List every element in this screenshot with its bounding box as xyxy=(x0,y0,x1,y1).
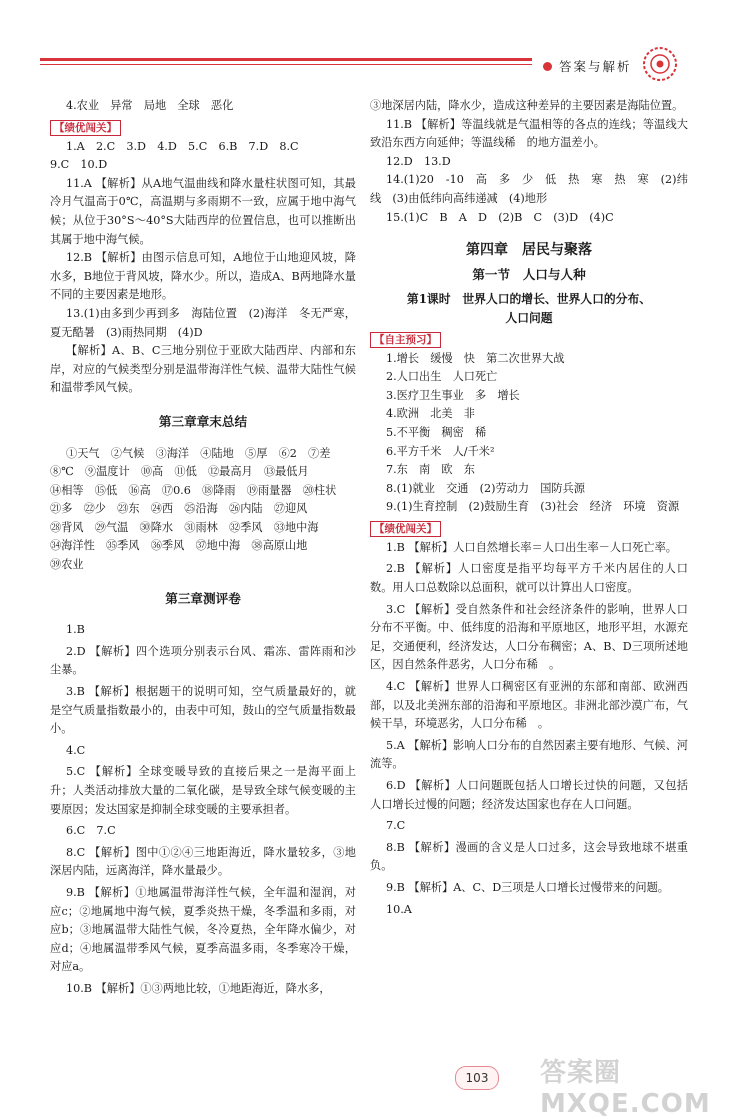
answer-line: 3.C 【解析】受自然条件和社会经济条件的影响，世界人口分布不平衡。中、低纬度的沿海和平原地区，地形平坦，水源充足，交通便利，经济发达，人口分布稠密；A、B、D三项所述地区，因自然条件恶劣，人口分布稀 。 xyxy=(370,602,688,672)
answer-line: 1.B xyxy=(66,623,85,637)
lesson-heading: 人口问题 xyxy=(505,310,553,325)
answer-line: 3.B 【解析】根据题干的说明可知，空气质量最好的，就是空气质量指数最小的，由表中可知，鼓山的空气质量指数最小。 xyxy=(50,685,356,736)
summary-line: ㉘背风 ㉙气温 ㉚降水 ㉛雨林 ㉜季风 ㉝地中海 xyxy=(50,520,319,534)
preview-line: 1.增长 缓慢 快 第二次世界大战 xyxy=(386,351,565,365)
answer-line: 15.(1)C B A D (2)B C (3)D (4)C xyxy=(386,210,614,224)
answer-line: 4.农业 异常 局地 全球 恶化 xyxy=(66,99,234,112)
answer-line: 10.B 【解析】①③两地比较，①地距海近，降水多， xyxy=(66,981,331,995)
answer-line: 9.B 【解析】A、C、D三项是人口增长过慢带来的问题。 xyxy=(386,880,669,894)
answer-line: 8.C 【解析】图中①②④三地距海近，降水量较多，③地深居内陆，远离海洋，降水量最少。 xyxy=(50,845,356,878)
answer-line: 6.D 【解析】人口问题既包括人口增长过快的问题，又包括人口增长过慢的问题；经济发达国家也存在人口问题。 xyxy=(370,779,688,811)
answer-line: 12.B 【解析】由图示信息可知，A地位于山地迎风坡，降水多，B地位于背风坡，降水少。所以，造成A、B两地降水量不同的主要因素是地形。 xyxy=(50,251,356,302)
header-rule-thick xyxy=(40,58,532,61)
summary-line: ㉞海洋性 ㉟季风 ㊱季风 ㊲地中海 ㊳高原山地 xyxy=(50,539,308,553)
section-heading: 第三章测评卷 xyxy=(165,590,241,606)
answer-line: 4.C 【解析】世界人口稠密区有亚洲的东部和南部、欧洲西部，以及北美洲东部的沿海和平原地区。非洲北部沙漠广布，气候干旱，环境恶劣，人口分布稀 。 xyxy=(370,680,688,731)
answer-line: 2.D 【解析】四个选项分别表示台风、霜冻、雷阵雨和沙尘暴。 xyxy=(50,644,356,677)
section-heading: 第一节 人口与人种 xyxy=(472,266,586,282)
summary-line: ①天气 ②气候 ③海洋 ④陆地 ⑤厚 ⑥2 ⑦差 xyxy=(66,446,331,460)
preview-line: 5.不平衡 稠密 稀 xyxy=(386,425,487,439)
answer-line: 5.C 【解析】全球变暖导致的直接后果之一是海平面上升；人类活动排放大量的二氧化碳，是导致全球气候变暖的主要原因；发达国家是抑制全球变暖的主要承担者。 xyxy=(50,765,356,816)
preview-line: 4.欧洲 北美 非 xyxy=(386,407,475,421)
answer-line: 14.(1)20 -10 高 多 少 低 热 寒 热 寒 (2)纬线 (3)由低纬向高纬递减 (4)地形 xyxy=(370,173,688,205)
answer-line: 5.A 【解析】影响人口分布的自然因素主要有地形、气候、河流等。 xyxy=(370,738,688,771)
header-logo-icon xyxy=(640,44,680,84)
header-dot xyxy=(543,62,552,71)
summary-line: ㉑多 ㉒少 ㉓东 ㉔西 ㉕沿海 ㉖内陆 ㉗迎风 xyxy=(50,502,308,516)
answer-line: 7.C xyxy=(386,819,406,833)
section-tag: 【绩优闯关】 xyxy=(50,120,121,136)
preview-line: 2.人口出生 人口死亡 xyxy=(386,370,498,384)
left-column xyxy=(50,97,356,999)
answer-line: 2.B 【解析】人口密度是指平均每平方千米内居住的人口数。用人口总数除以总面积，就可以计算出人口密度。 xyxy=(370,562,688,595)
answer-line: 4.C xyxy=(66,743,86,757)
answer-line: 1.B 【解析】人口自然增长率＝人口出生率－人口死亡率。 xyxy=(386,540,677,554)
header-title: 答案与解析 xyxy=(559,59,632,74)
answer-line: 9.B 【解析】①地属温带海洋性气候，全年温和湿润，对应c；②地属地中海气候，夏季炎热干燥，冬季温和多雨，对应b；③地属温带大陆性气候，冬冷夏热，全年降水偏少，对应d；④地属温带季风气候，夏季高温多雨，冬季寒冷干燥，对应a。 xyxy=(50,885,356,974)
answer-line: 12.D 13.D xyxy=(386,154,451,168)
preview-line: 3.医疗卫生事业 多 增长 xyxy=(386,388,520,402)
chapter-heading: 第四章 居民与聚落 xyxy=(466,242,592,259)
summary-line: ⑧℃ ⑨温度计 ⑩高 ⑪低 ⑫最高月 ⑬最低月 xyxy=(50,465,309,479)
answer-line: 8.B 【解析】漫画的含义是人口过多，这会导致地球不堪重负。 xyxy=(370,840,688,873)
answer-line: 10.A xyxy=(386,902,412,916)
preview-line: 7.东 南 欧 东 xyxy=(386,463,475,477)
section-tag: 【绩优闯关】 xyxy=(370,521,441,537)
section-tag: 【自主预习】 xyxy=(370,332,441,348)
page-number: 103 xyxy=(455,1066,499,1090)
answer-line: 11.B 【解析】等温线就是气温相等的各点的连线；等温线大致沿东西方向延伸；等温线稀 的地方温差小。 xyxy=(370,117,688,150)
answer-line: 【解析】A、B、C三地分别位于亚欧大陆西岸、内部和东岸，对应的气候类型分别是温带海洋性气候、温带大陆性气候和温带季风气候。 xyxy=(50,344,356,395)
watermark: 答案圈 MXQE.COM xyxy=(540,1058,711,1119)
answer-line: 11.A 【解析】从A地气温曲线和降水量柱状图可知，其最冷月气温高于0℃，高温期与多雨期不一致，应属于地中海气候；从位于30°S～40°S大陆西岸的位置信息，也可以推断出其属于地中海气候。 xyxy=(50,176,356,246)
section-heading: 第三章章末总结 xyxy=(158,413,248,429)
preview-line: 9.(1)生育控制 (2)鼓励生育 (3)社会 经济 环境 资源 xyxy=(386,500,680,514)
summary-line: ⑭相等 ⑮低 ⑯高 ⑰0.6 ⑱降雨 ⑲雨量器 ⑳柱状 xyxy=(50,483,337,497)
preview-line: 8.(1)就业 交通 (2)劳动力 国防兵源 xyxy=(386,481,585,495)
right-column xyxy=(370,97,688,919)
answer-line: 1.A 2.C 3.D 4.D 5.C 6.B 7.D 8.C xyxy=(66,139,299,153)
answer-line: 9.C 10.D xyxy=(50,158,108,172)
lesson-heading: 第1课时 世界人口的增长、世界人口的分布、 xyxy=(406,292,652,307)
answer-line: ③地深居内陆，降水少，造成这种差异的主要因素是海陆位置。 xyxy=(370,99,684,112)
preview-line: 6.平方千米 人/千米² xyxy=(386,444,495,458)
header-rule-thin xyxy=(40,64,532,65)
answer-line: 6.C 7.C xyxy=(66,824,116,838)
answer-line: 13.(1)由多到少再到多 海陆位置 (2)海洋 冬无严寒，夏无酷暑 (3)雨热同期 (4)D xyxy=(50,306,356,339)
summary-line: ㊴农业 xyxy=(50,558,84,572)
